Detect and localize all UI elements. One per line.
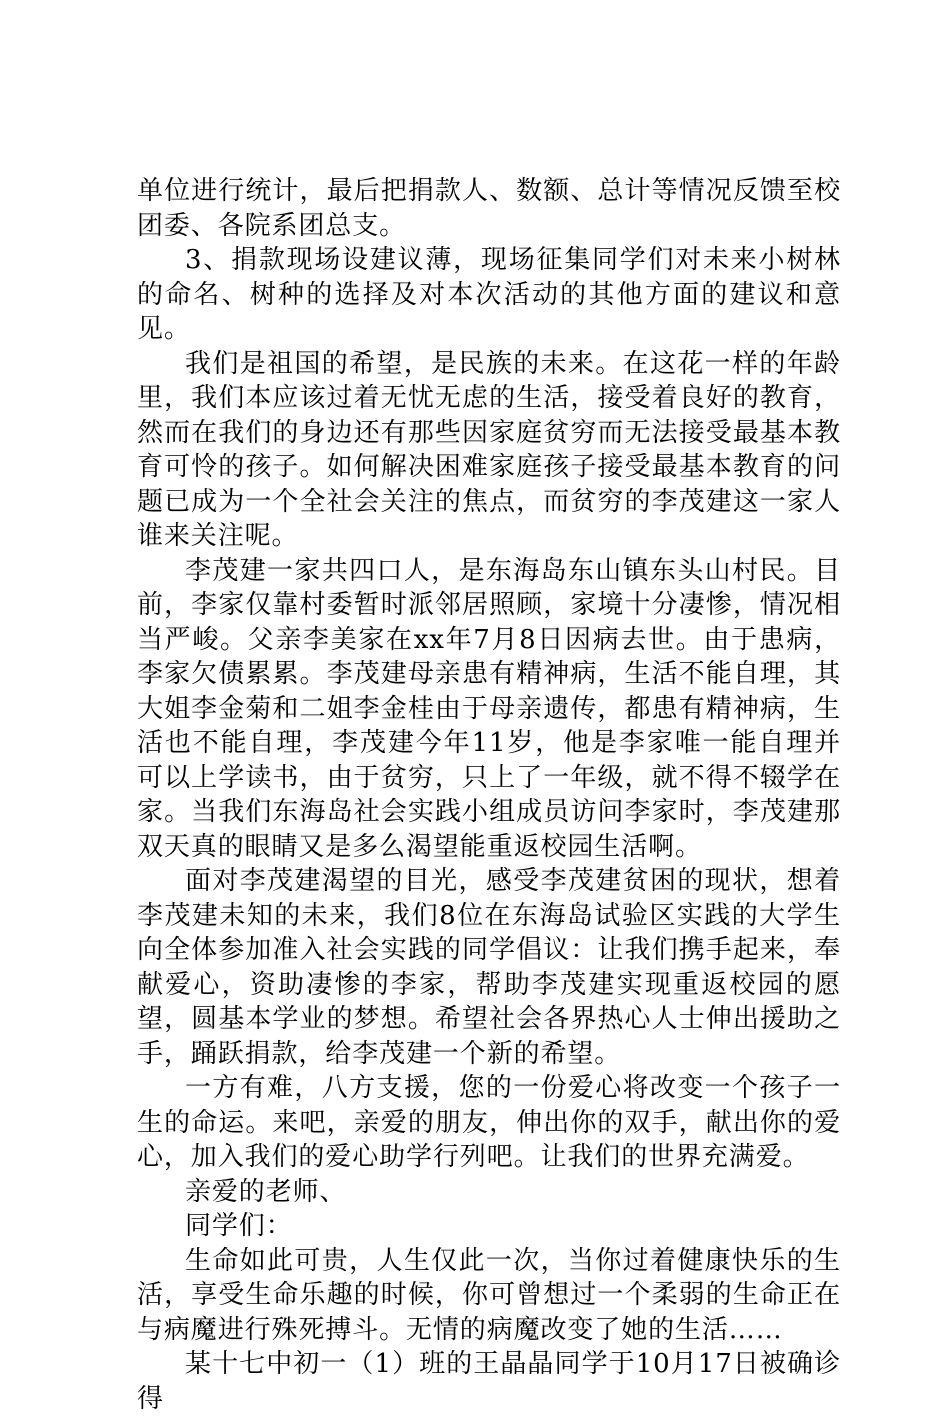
salutation-students: 同学们： [185, 1211, 293, 1241]
paragraph-5: 面对李茂建渴望的目光，感受李茂建贫困的现状，想着李茂建未知的未来，我们8位在东海岛试验区实践的大学生向全体参加准入社会实践的同学倡议：让我们携手起来，奉献爱心，资助凄惨的李家，帮助李茂建实现重返校园的愿望，圆基本学业的梦想。希望社会各界热心人士伸出援助之手，踊跃捐款，给李茂建一个新的希望。 [137, 866, 841, 1069]
paragraph-2: 3、捐款现场设建议薄，现场征集同学们对未来小树林的命名、树种的选择及对本次活动的其他方面的建议和意见。 [137, 245, 841, 344]
paragraph-9: 生命如此可贵，人生仅此一次，当你过着健康快乐的生活，享受生命乐趣的时候，你可曾想过一个柔弱的生命正在与病魔进行殊死搏斗。无情的病魔改变了她的生活…… [137, 1245, 841, 1345]
document-body [137, 174, 841, 1416]
paragraph-3: 我们是祖国的希望，是民族的未来。在这花一样的年龄里，我们本应该过着无忧无虑的生活，接受着良好的教育，然而在我们的身边还有那些因家庭贫穷而无法接受最基本教育可怜的孩子。如何解决困难家庭孩子接受最基本教育的问题已成为一个全社会关注的焦点，而贫穷的李茂建这一家人谁来关注呢。 [137, 348, 841, 551]
paragraph-1: 单位进行统计，最后把捐款人、数额、总计等情况反馈至校团委、各院系团总支。 [137, 176, 841, 241]
salutation-teachers: 亲爱的老师、 [185, 1176, 347, 1207]
paragraph-6: 一方有难，八方支援，您的一份爱心将改变一个孩子一生的命运。来吧，亲爱的朋友，伸出你的双手，献出你的爱心，加入我们的爱心助学行列吧。让我们的世界充满爱。 [137, 1073, 841, 1172]
paragraph-4: 李茂建一家共四口人，是东海岛东山镇东头山村民。目前，李家仅靠村委暂时派邻居照顾，家境十分凄惨，情况相当严峻。父亲李美家在xx年7月8日因病去世。由于患病，李家欠债累累。李茂建母亲患有精神病，生活不能自理，其大姐李金菊和二姐李金桂由于母亲遗传，都患有精神病，生活也不能自理，李茂建今年11岁，他是李家唯一能自理并可以上学读书，由于贫穷，只上了一年级，就不得不辍学在家。当我们东海岛社会实践小组成员访问李家时，李茂建那双天真的眼睛又是多么渴望能重返校园生活啊。 [137, 555, 841, 862]
paragraph-10: 某十七中初一（1）班的王晶晶同学于10月17日被确诊得 [137, 1349, 841, 1414]
